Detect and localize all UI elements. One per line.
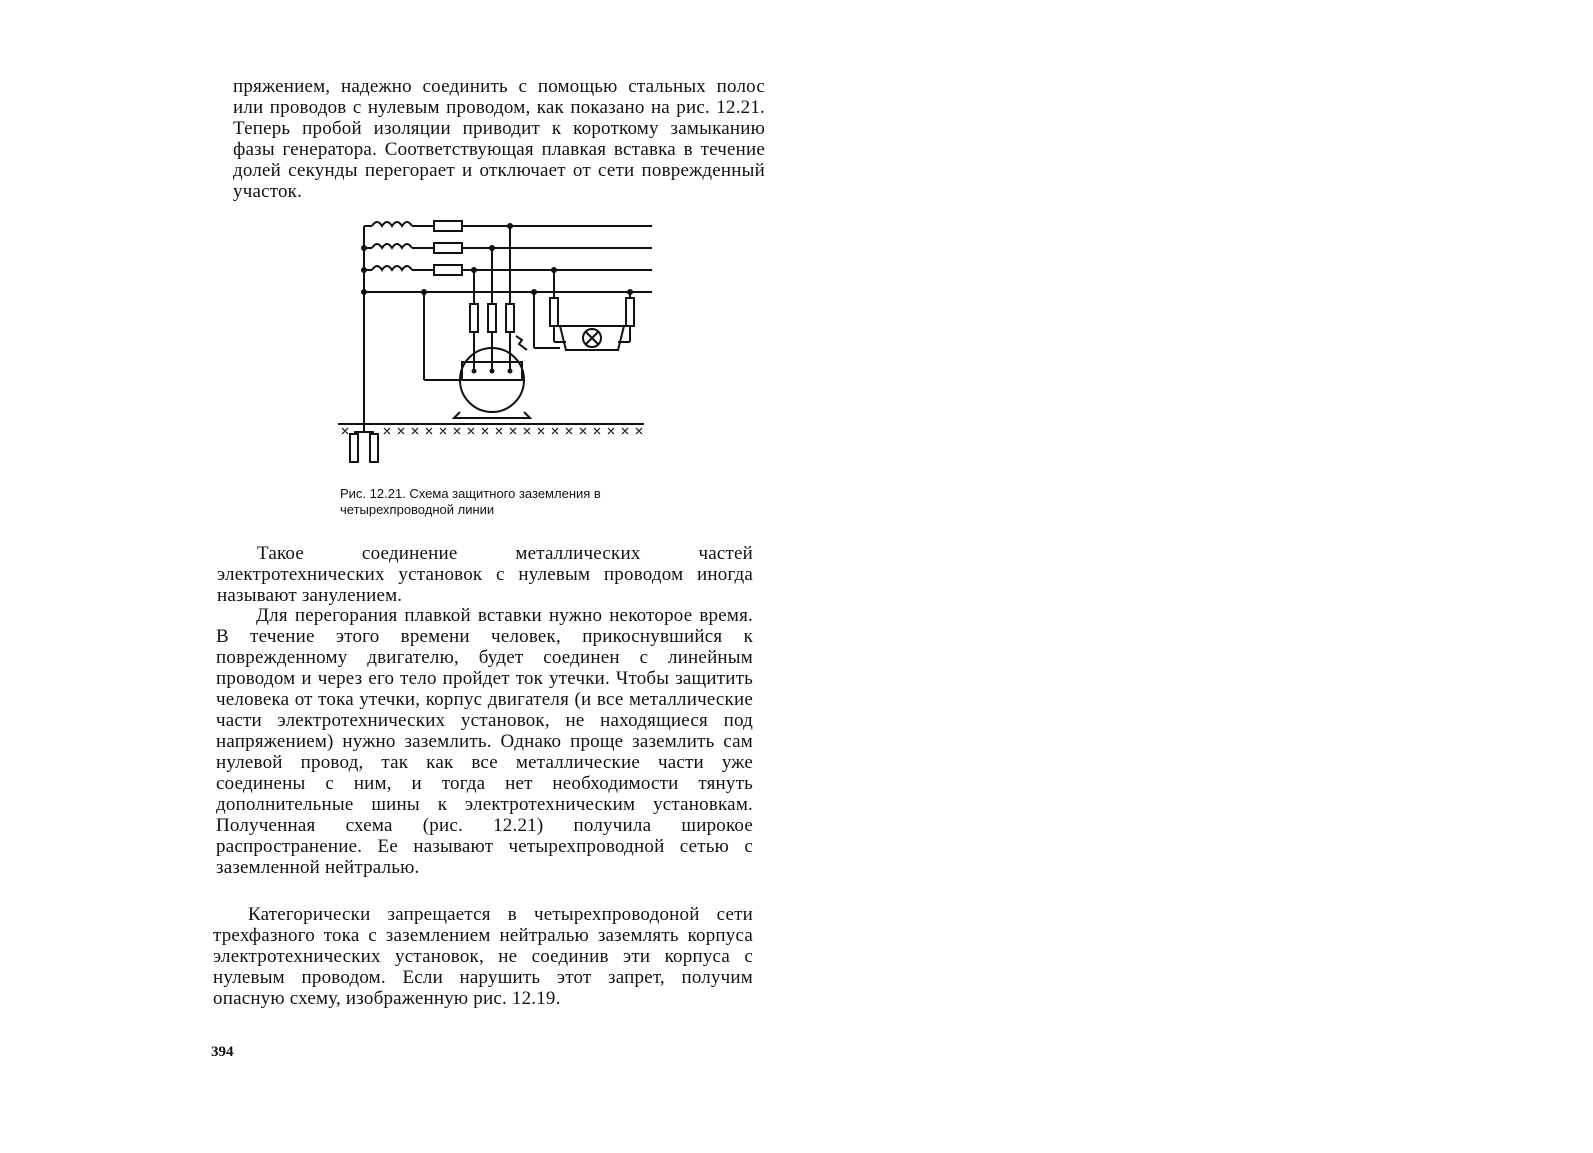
body-paragraph: Категорически запрещается в четырехпроводоной сети трехфазного тока с заземлением нейтралью заземлять корпуса электротехнических установок, не соединив эти корпуса с нулевым проводом. Если нарушить этот запрет, получим опасную схему, изображенную рис. 12.19. <box>213 904 753 1009</box>
grounding-circuit-diagram <box>334 212 664 472</box>
left-page <box>0 0 796 1153</box>
page-number: 394 <box>211 1044 234 1060</box>
right-page <box>796 0 1593 1153</box>
body-paragraph: пряжением, надежно соединить с помощью стальных полос или проводов с нулевым проводом, как показано на рис. 12.21. Теперь пробой изоляции приводит к короткому замыканию фазы генератора. Соответствующая плавкая вставка в течение долей секунды перегорает и отключает от сети поврежденный участок. <box>233 76 765 202</box>
body-paragraph: Для перегорания плавкой вставки нужно некоторое время. В течение этого времени человек, прикоснувшийся к поврежденному двигателю, будет соединен с линейным проводом и через его тело пройдет ток утечки. Чтобы защитить человека от тока утечки, корпус двигателя (и все металлические части электротехнических установок, не находящиеся под напряжением) нужно заземлить. Однако проще заземлить сам нулевой провод, так как все металлические части уже соединены с ним, и тогда нет необходимости тянуть дополнительные шины к электротехническим установкам. Полученная схема (рис. 12.21) получила широкое распространение. Ее называют четырехпроводной сетью с заземленной нейтралью. <box>216 605 753 878</box>
figure-caption: Рис. 12.21. Схема защитного заземления в четырехпроводной линии <box>340 486 601 517</box>
body-paragraph: Такое соединение металлических частей электротехнических установок с нулевым проводом иногда называют занулением. <box>217 543 753 606</box>
